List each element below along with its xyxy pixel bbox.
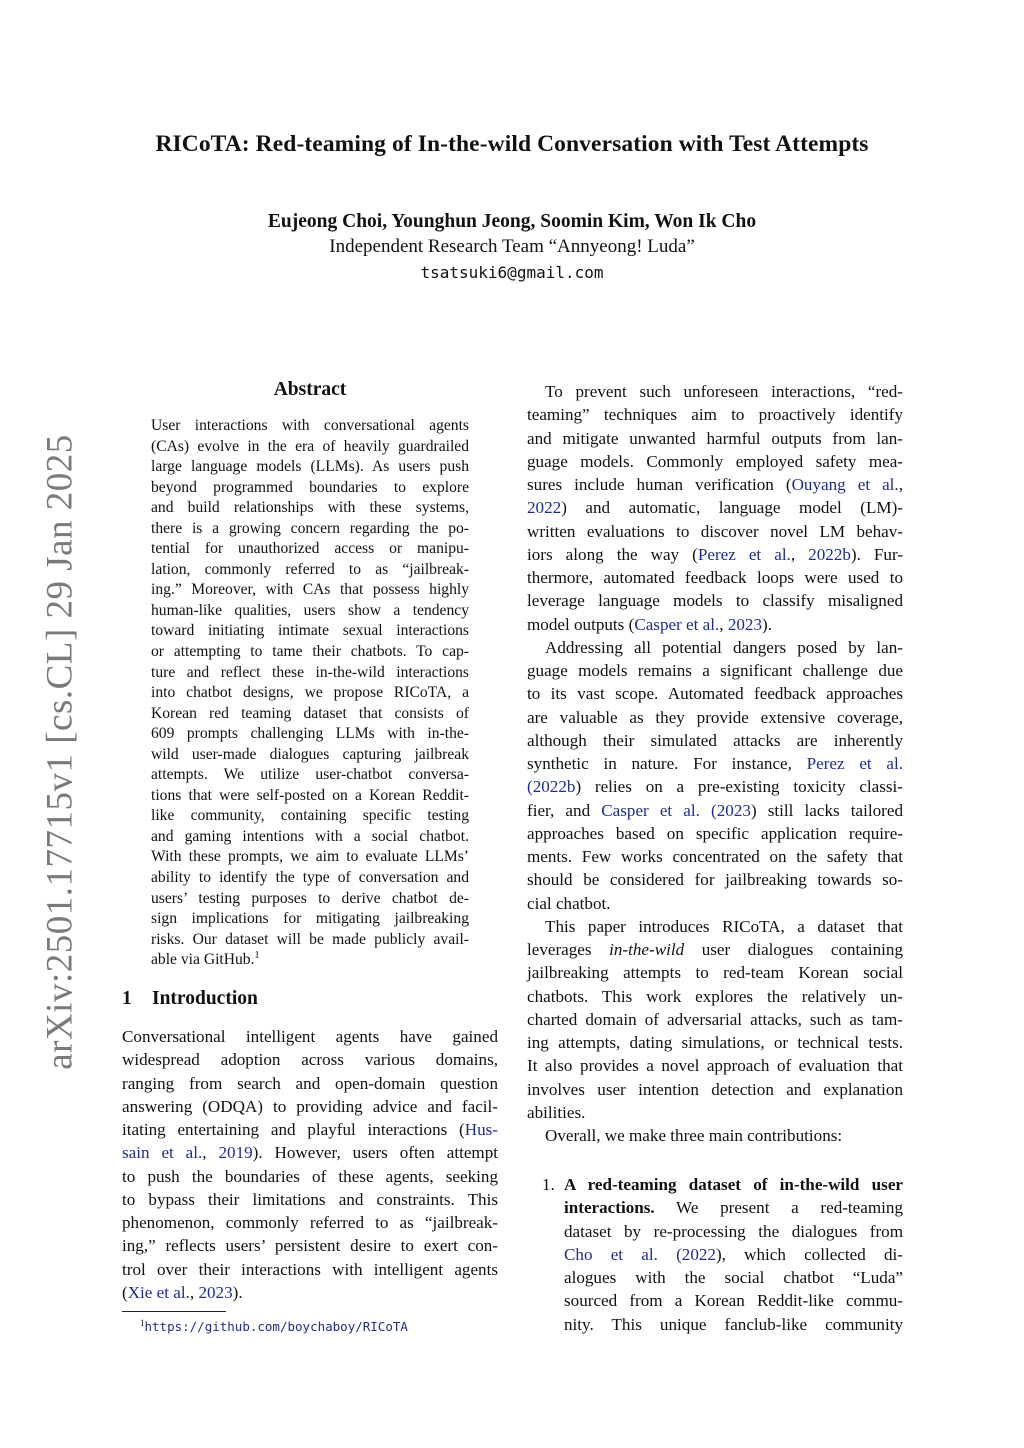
text-line: should be considered for jailbreaking towards so- <box>527 870 903 890</box>
abstract-line: there is a growing concern regarding the po- <box>151 519 469 537</box>
text-line: This paper introduces RICoTA, a dataset that <box>545 916 903 936</box>
text-line: dataset by re-processing the dialogues from <box>564 1221 903 1241</box>
citation-link[interactable]: 2022 <box>681 1244 716 1264</box>
citation-link[interactable]: 2022b <box>808 544 851 564</box>
text-line: Conversational intelligent agents have gained <box>122 1027 498 1046</box>
text-run: itating entertaining and playful interactions ( <box>122 1120 465 1139</box>
text-run: synthetic in nature. For instance, <box>527 754 807 773</box>
text-line: teaming” techniques aim to proactively identify <box>527 405 903 425</box>
text-line <box>527 496 903 519</box>
text-run: ) relies on a pre-existing toxicity classi- <box>575 777 903 797</box>
text-run: , <box>790 544 809 564</box>
text-line <box>527 613 903 636</box>
abstract-line: or attempting to tame their chatbots. To cap- <box>151 643 469 661</box>
abstract-line: users’ testing purposes to derive chatbot de- <box>151 889 469 907</box>
text-line: To prevent such unforeseen interactions, “red- <box>545 382 903 401</box>
text-line: leverage language models to classify misaligned <box>527 591 903 611</box>
text-run: ). <box>232 1282 243 1302</box>
text-line: widespread adoption across various domains, <box>122 1050 498 1070</box>
text-run: ). Fur- <box>850 544 904 564</box>
text-line: answering (ODQA) to providing advice and facil- <box>122 1096 498 1116</box>
abstract-line: like community, containing specific testing <box>151 807 469 825</box>
citation-link[interactable]: Cho et al. <box>564 1244 658 1264</box>
text-line: involves user intention detection and explanation <box>527 1079 903 1099</box>
citation-link[interactable]: Hus- <box>464 1120 498 1139</box>
abstract-line: ability to identify the type of conversation and <box>151 869 469 887</box>
text-run: ). <box>762 614 772 634</box>
text-line <box>527 752 903 775</box>
text-run: ). However, users often attempt <box>252 1143 499 1163</box>
abstract-line: User interactions with conversational agents <box>151 417 469 434</box>
citation-link[interactable]: sain et al. <box>122 1143 203 1163</box>
abstract-line: beyond programmed boundaries to explore <box>151 478 469 496</box>
citation-link[interactable]: Xie et al. <box>127 1282 190 1302</box>
text-line: trol over their interactions with intelligent agents <box>122 1259 498 1279</box>
text-run: ( <box>122 1282 128 1302</box>
text-run: sures include human verification ( <box>527 475 792 494</box>
abstract-line: With these prompts, we aim to evaluate LLMs’ <box>151 848 469 866</box>
abstract-line: attempts. We utilize user-chatbot conversa- <box>151 766 469 784</box>
text-line: approaches based on specific application require- <box>527 823 903 843</box>
text-run: ) still lacks tailored <box>750 800 903 820</box>
introduction-body <box>122 1025 498 1304</box>
text-line: are valuable as they provide extensive coverage, <box>527 707 903 727</box>
text-line: ments. Few works concentrated on the safety that <box>527 847 903 866</box>
abstract-line: and gaming intentions with a social chatbot. <box>151 827 469 845</box>
section-number: 1 <box>122 988 132 1009</box>
text-line <box>122 1141 498 1164</box>
footnote-number: 1 <box>140 1318 145 1328</box>
text-run: , <box>202 1143 219 1163</box>
citation-link[interactable]: 2022b <box>532 777 576 797</box>
citation-link[interactable]: Casper et al. <box>601 800 700 820</box>
text-line: cial chatbot. <box>527 893 611 913</box>
text-line <box>527 938 903 961</box>
text-line: nity. This unique fanclub-like community <box>564 1314 903 1334</box>
abstract-line: risks. Our dataset will be made publicly avail- <box>151 930 469 948</box>
citation-link[interactable]: Perez et al. <box>806 754 903 773</box>
text-line: charted domain of adversarial attacks, such as tam- <box>527 1009 903 1029</box>
abstract-line: ing.” Moreover, with CAs that possess highly <box>151 581 469 599</box>
text-line: ing,” reflects users’ persistent desire to exert con- <box>122 1236 498 1256</box>
abstract-line: wild user-made dialogues capturing jailbreak <box>151 745 469 763</box>
abstract-line: 609 prompts challenging LLMs with in-the- <box>151 725 469 743</box>
citation-link[interactable]: Perez et al. <box>697 544 791 564</box>
footnote-marker[interactable]: 1 <box>254 950 260 962</box>
abstract-heading: Abstract <box>273 379 347 400</box>
abstract-body <box>151 416 469 971</box>
text-line <box>527 543 903 566</box>
text-run: , <box>719 614 728 634</box>
citation-link[interactable]: 2019 <box>218 1143 253 1163</box>
abstract-line: Korean red teaming dataset that consists of <box>151 704 469 722</box>
bold-text: interactions. <box>564 1198 655 1218</box>
citation-link[interactable]: 2023 <box>727 614 763 634</box>
text-line: abilities. <box>527 1102 586 1122</box>
text-line: guage models remains a significant challenge due <box>527 661 903 680</box>
text-line: Overall, we make three main contributions: <box>545 1126 843 1145</box>
citation-link[interactable]: Casper et al. <box>634 614 720 634</box>
text-line <box>527 799 903 822</box>
text-run: ), which collected di- <box>715 1244 903 1264</box>
text-run: , <box>898 475 903 494</box>
abstract-line: toward initiating intimate sexual interactions <box>151 622 469 640</box>
text-line: to push the boundaries of these agents, seeking <box>122 1166 498 1186</box>
right-column-body <box>527 380 903 1147</box>
citation-link[interactable]: Ouyang et al. <box>791 475 899 494</box>
abstract-line: sign implications for mitigating jailbreaking <box>151 910 469 928</box>
abstract-line: ture and reflect these in-the-wild interactions <box>151 663 469 681</box>
paper-title: RICoTA: Red-teaming of In-the-wild Conversation with Test Attempts <box>155 131 869 157</box>
text-line <box>564 1196 903 1219</box>
text-run: fier, and <box>527 800 602 820</box>
text-run: model outputs ( <box>527 614 635 634</box>
text-run: leverages <box>527 940 610 959</box>
abstract-line <box>151 950 469 971</box>
text-line: It also provides a novel approach of evaluation that <box>527 1056 903 1076</box>
abstract-line: (CAs) evolve in the era of heavily guardrailed <box>151 437 469 455</box>
text-line: ranging from search and open-domain question <box>122 1073 498 1093</box>
text-line: to bypass their limitations and constraints. This <box>122 1189 498 1209</box>
text-line: although their simulated attacks are inherently <box>527 730 903 750</box>
arxiv-identifier-stamp: arXiv:2501.17715v1 [cs.CL] 29 Jan 2025 <box>39 434 81 1070</box>
text-run: We present a red-teaming <box>654 1198 903 1218</box>
text-line: and mitigate unwanted harmful outputs from lan- <box>527 428 903 448</box>
text-line <box>527 775 903 798</box>
abstract-line: and build relationships with these systems, <box>151 499 469 517</box>
citation-link[interactable]: ( <box>657 1244 682 1264</box>
text-line: phenomenon, commonly referred to as “jailbreak- <box>122 1213 498 1232</box>
text-line: jailbreaking attempts to red-team Korean social <box>527 963 903 983</box>
text-run: user dialogues containing <box>684 940 904 959</box>
text-line: to its vast scope. Automated feedback approaches <box>527 684 903 704</box>
text-line <box>527 473 903 496</box>
citation-link[interactable]: 2023 <box>716 800 751 820</box>
abstract-line: large language models (LLMs). As users push <box>151 458 469 476</box>
abstract-line: tential for unauthorized access or manipu- <box>151 540 469 558</box>
text-line <box>564 1243 903 1266</box>
abstract-line: human-like qualities, users show a tendency <box>151 601 469 619</box>
citation-link[interactable]: 2022 <box>527 498 562 518</box>
citation-link[interactable]: ( <box>527 777 533 797</box>
text-run: iors along the way ( <box>527 544 698 564</box>
author-list: Eujeong Choi, Younghun Jeong, Soomin Kim, Won Ik Cho <box>267 211 757 232</box>
text-line: thermore, automated feedback loops were used to <box>527 568 903 587</box>
abstract-line: lation, commonly referred to as “jailbreak- <box>151 560 469 578</box>
abstract-line: tions that were self-posted on a Korean Reddit- <box>151 786 469 804</box>
github-link[interactable]: https://github.com/boychaboy/RICoTA <box>144 1319 408 1335</box>
text-line: chatbots. This work explores the relatively un- <box>527 986 903 1006</box>
citation-link[interactable]: ( <box>699 800 717 820</box>
list-marker: 1. <box>542 1175 555 1194</box>
contact-email[interactable]: tsatsuki6@gmail.com <box>420 263 604 282</box>
section-title: Introduction <box>152 988 258 1009</box>
emphasis-text: in-the-wild <box>609 940 685 959</box>
abstract-line: into chatbot designs, we propose RICoTA, a <box>151 684 469 702</box>
text-line: guage models. Commonly employed safety mea- <box>527 451 903 471</box>
footnote <box>140 1318 408 1334</box>
list-item-body <box>564 1173 903 1336</box>
abstract-last-text: able via GitHub. <box>151 951 255 969</box>
text-line: Addressing all potential dangers posed by lan- <box>545 637 903 657</box>
text-line: sourced from a Korean Reddit-like commu- <box>564 1291 903 1311</box>
text-line: alogues with the social chatbot “Luda” <box>564 1268 903 1287</box>
footnote-divider <box>122 1311 226 1312</box>
text-line: ing attempts, dating simulations, or technical tests. <box>527 1033 903 1052</box>
citation-link[interactable]: 2023 <box>198 1282 233 1302</box>
text-line <box>122 1281 498 1304</box>
affiliation: Independent Research Team “Annyeong! Luda” <box>329 236 695 257</box>
text-line <box>122 1118 498 1141</box>
text-run: ) and automatic, language model (LM)- <box>561 498 903 518</box>
text-run: , <box>189 1282 199 1302</box>
text-line: written evaluations to discover novel LM behav- <box>527 521 903 541</box>
section-heading-introduction <box>122 988 258 1010</box>
text-line: A red-teaming dataset of in-the-wild user <box>564 1175 903 1194</box>
